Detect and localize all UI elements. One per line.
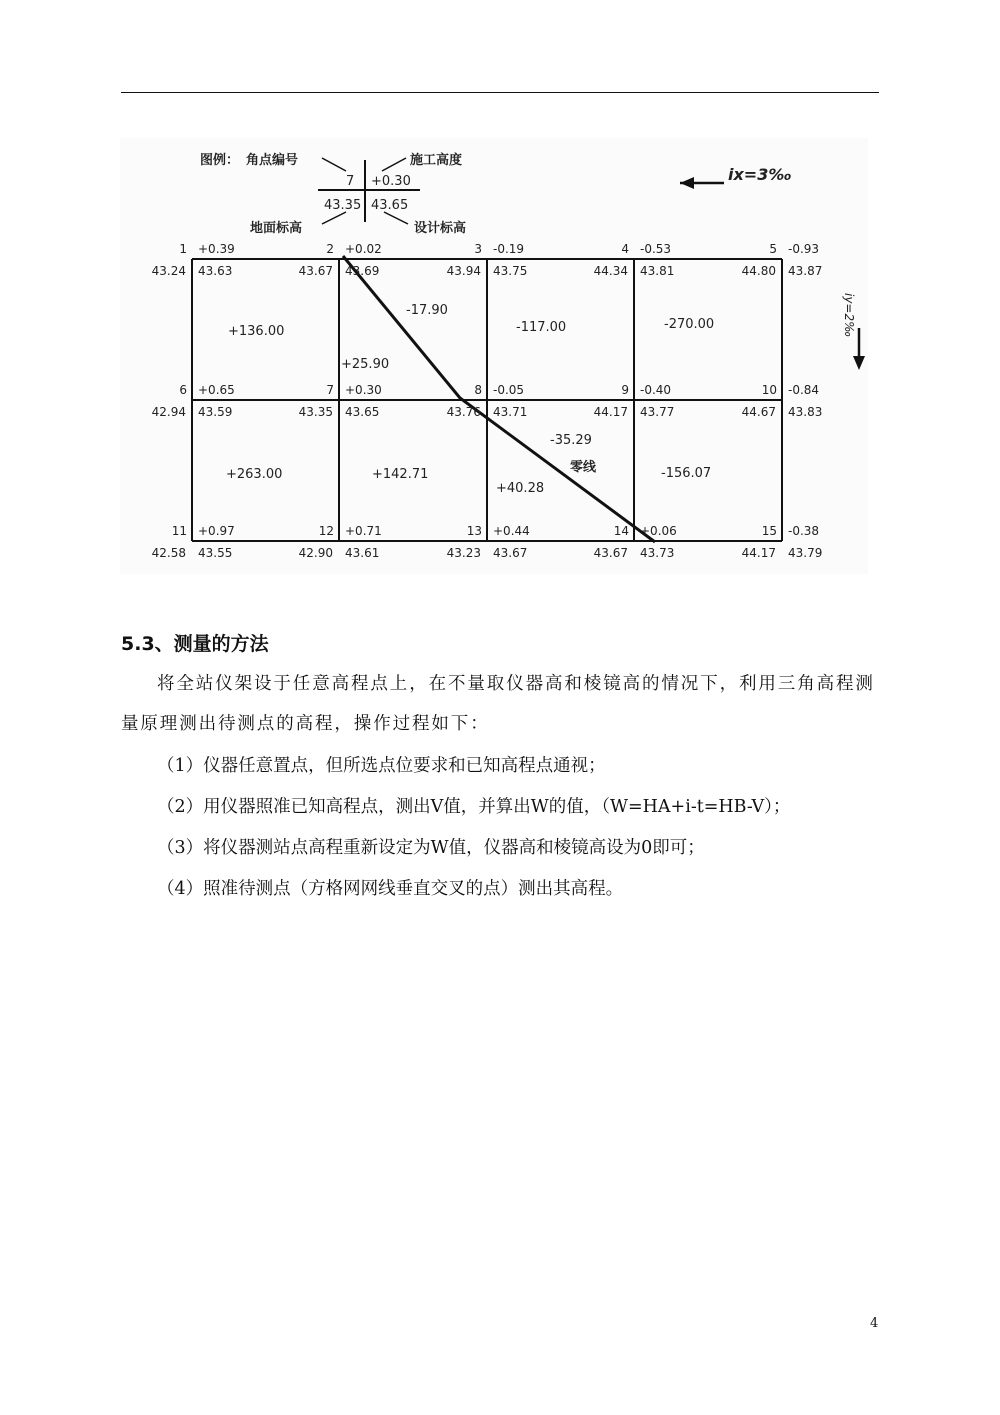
corner-ground-elev: 43.67: [298, 264, 333, 278]
step-2: （2）用仪器照准已知高程点，测出V值，并算出W的值，（W=HA+i-t=HB-V）；: [157, 797, 791, 817]
corner-work-height: +0.97: [198, 524, 235, 538]
corner-ground-elev: 42.58: [151, 546, 186, 560]
cut-fill-volume: +136.00: [228, 324, 285, 339]
corner-ground-elev: 42.90: [298, 546, 333, 560]
corner-work-height: -0.53: [640, 242, 672, 256]
corner-number: 11: [171, 524, 187, 538]
legend-sample-work: +0.30: [371, 174, 411, 189]
corner-number: 14: [613, 524, 629, 538]
corner-design-elev: 43.81: [640, 264, 675, 278]
corner-ground-elev: 43.76: [446, 405, 481, 419]
corner-work-height: +0.02: [345, 242, 382, 256]
figure-canvas: [120, 138, 868, 574]
corner-design-elev: 43.73: [640, 546, 675, 560]
zero-line-label: 零线: [570, 460, 597, 475]
corner-work-height: -0.84: [788, 383, 820, 397]
slope-y-arrowhead: [853, 356, 865, 370]
legend-prefix: 图例：: [200, 153, 240, 168]
corner-work-height: +0.71: [345, 524, 382, 538]
cut-fill-volume: +40.28: [496, 481, 545, 496]
corner-work-height: -0.93: [788, 242, 820, 256]
step-3: （3）将仪器测站点高程重新设定为W值，仪器高和棱镜高设为0即可；: [157, 838, 705, 858]
corner-ground-elev: 43.67: [593, 546, 628, 560]
corner-design-elev: 43.77: [640, 405, 675, 419]
cut-fill-volume: -17.90: [406, 303, 448, 318]
grid-lines: [192, 259, 782, 541]
section-title: 5.3、测量的方法: [121, 633, 269, 655]
intro-paragraph: 将全站仪架设于任意高程点上，在不量取仪器高和棱镜高的情况下，利用三角高程测量原理测出待测点的高程，操作过程如下：: [121, 674, 875, 734]
corner-ground-elev: 44.17: [593, 405, 628, 419]
corner-design-elev: 43.79: [788, 546, 823, 560]
corner-work-height: -0.40: [640, 383, 672, 397]
legend-sample-ground: 43.35: [324, 198, 362, 213]
corner-design-elev: 43.61: [345, 546, 380, 560]
corner-design-elev: 43.59: [198, 405, 233, 419]
corner-work-height: -0.05: [493, 383, 525, 397]
corner-work-height: +0.39: [198, 242, 235, 256]
cut-fill-volume: +263.00: [226, 467, 283, 482]
corner-ground-elev: 44.34: [593, 264, 628, 278]
cut-fill-volume: -156.07: [661, 466, 712, 481]
corner-number: 15: [761, 524, 777, 538]
corner-number: 12: [318, 524, 334, 538]
cut-fill-volume: -117.00: [516, 320, 567, 335]
slope-y-label: iy=2‰: [842, 293, 856, 338]
legend-ground-elev-label: 地面标高: [250, 221, 303, 236]
corner-work-height: -0.38: [788, 524, 820, 538]
legend-pointer: [382, 158, 406, 171]
corner-ground-elev: 44.67: [741, 405, 776, 419]
corner-ground-elev: 43.35: [298, 405, 333, 419]
corner-design-elev: 43.65: [345, 405, 380, 419]
cut-fill-volume: -35.29: [550, 433, 592, 448]
step-1: （1）仪器任意置点，但所选点位要求和已知高程点通视；: [157, 756, 606, 776]
corner-design-elev: 43.83: [788, 405, 823, 419]
corner-work-height: +0.65: [198, 383, 235, 397]
corner-work-height: -0.19: [493, 242, 525, 256]
legend-pointer: [322, 158, 346, 171]
corner-work-height: +0.44: [493, 524, 530, 538]
corner-work-height: +0.06: [640, 524, 677, 538]
corner-number: 3: [474, 242, 482, 256]
legend-pointer: [322, 212, 346, 224]
corner-number: 9: [621, 383, 629, 397]
grid-elevation-figure: [120, 138, 868, 574]
slope-x-arrowhead: [680, 177, 694, 189]
corner-number: 5: [769, 242, 777, 256]
cut-fill-volume: +25.90: [341, 357, 390, 372]
corner-ground-elev: 43.24: [151, 264, 186, 278]
step-4: （4）照准待测点（方格网网线垂直交叉的点）测出其高程。: [157, 879, 624, 899]
corner-ground-elev: 43.94: [446, 264, 481, 278]
corner-number: 4: [621, 242, 629, 256]
legend-pointer: [384, 212, 408, 224]
corner-number: 8: [474, 383, 482, 397]
corner-number: 2: [326, 242, 334, 256]
corner-design-elev: 43.55: [198, 546, 233, 560]
corner-design-elev: 43.63: [198, 264, 233, 278]
corner-number: 7: [326, 383, 334, 397]
cut-fill-volume: +142.71: [372, 467, 429, 482]
corner-number: 10: [761, 383, 777, 397]
slope-x-label: ix=3‰: [728, 165, 792, 184]
corner-design-elev: 43.67: [493, 546, 528, 560]
corner-number: 1: [179, 242, 187, 256]
corner-design-elev: 43.69: [345, 264, 380, 278]
legend-sample-corner: 7: [346, 174, 355, 189]
legend-sample-design: 43.65: [371, 198, 409, 213]
cut-fill-volume: -270.00: [664, 317, 715, 332]
legend-work-height-label: 施工高度: [410, 153, 463, 168]
corner-design-elev: 43.71: [493, 405, 528, 419]
legend-design-elev-label: 设计标高: [414, 221, 467, 236]
page-number: 4: [870, 1316, 879, 1331]
corner-ground-elev: 44.17: [741, 546, 776, 560]
legend-corner-no-label: 角点编号: [246, 153, 299, 168]
corner-design-elev: 43.87: [788, 264, 823, 278]
header-rule: [121, 92, 879, 93]
corner-ground-elev: 44.80: [741, 264, 776, 278]
corner-ground-elev: 42.94: [151, 405, 186, 419]
corner-number: 13: [466, 524, 482, 538]
corner-ground-elev: 43.23: [446, 546, 481, 560]
corner-work-height: +0.30: [345, 383, 382, 397]
corner-number: 6: [179, 383, 187, 397]
corner-design-elev: 43.75: [493, 264, 528, 278]
